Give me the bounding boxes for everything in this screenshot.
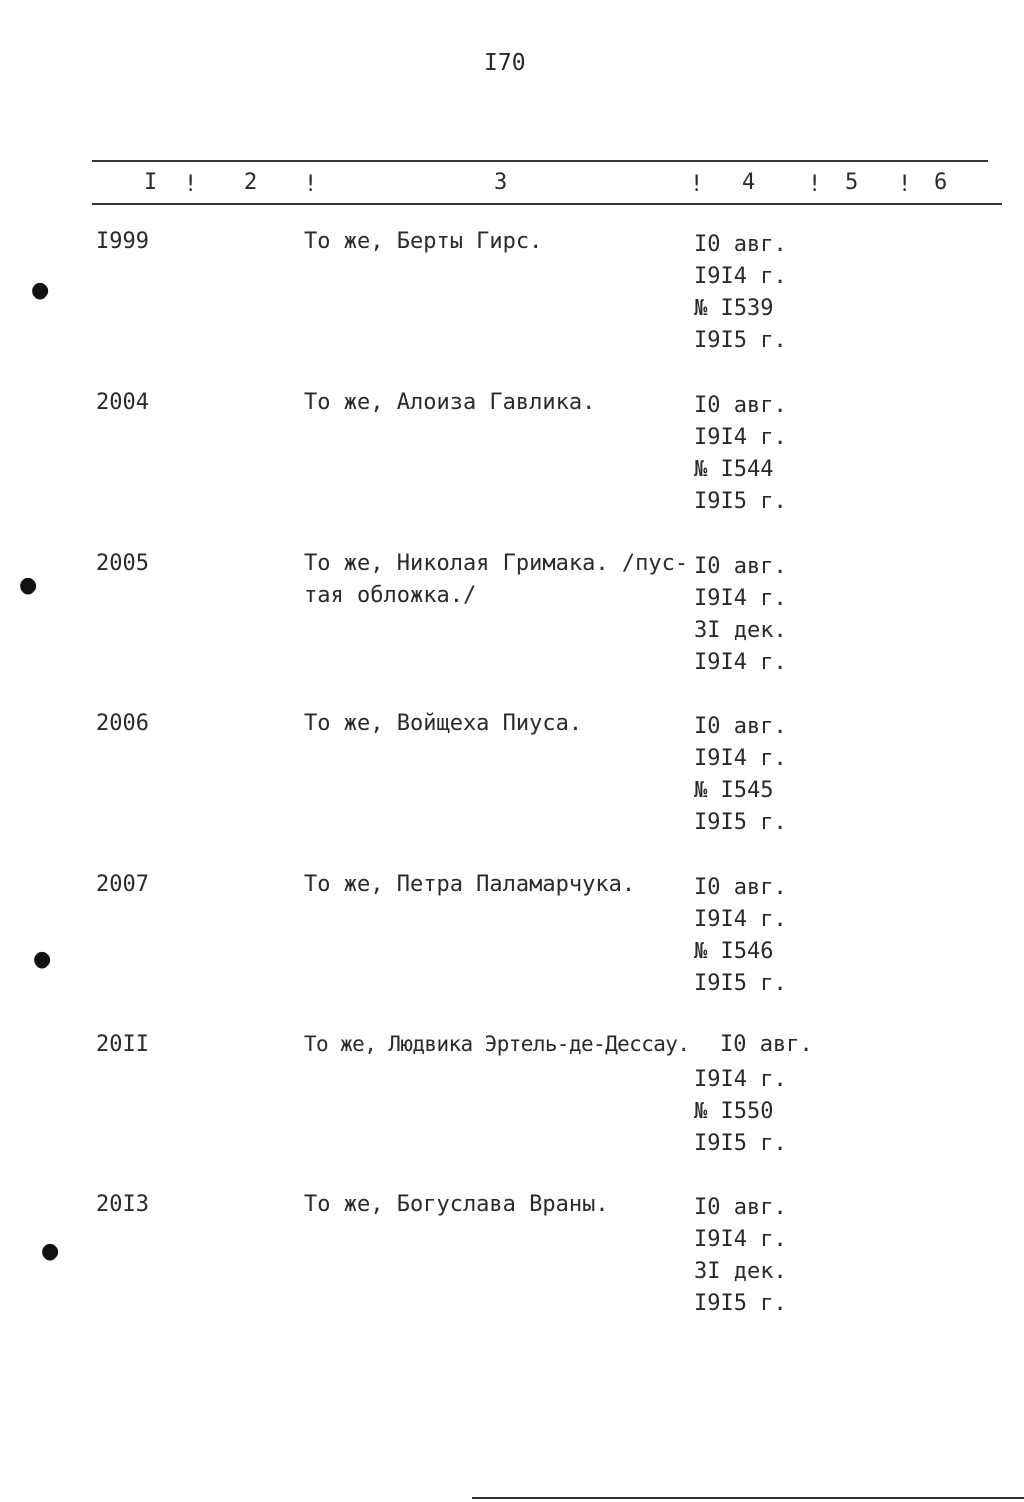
page-number: I70 <box>484 50 526 76</box>
date-line: I9I4 г. <box>694 907 787 932</box>
date-line: I9I5 г. <box>694 1131 787 1156</box>
row-dates <box>694 551 787 679</box>
row-number: I999 <box>96 229 149 254</box>
header-col-6: 6 <box>934 170 948 195</box>
date-line: I0 авг. <box>694 1195 787 1220</box>
table-row <box>0 872 1024 1002</box>
header-col-4: 4 <box>742 170 756 195</box>
date-line: I9I5 г. <box>694 810 787 835</box>
row-description: То же, Петра Паламарчука. <box>304 872 636 897</box>
date-line: № I544 <box>694 457 774 482</box>
header-col-5: 5 <box>845 170 859 195</box>
date-line: № I539 <box>694 296 774 321</box>
row-description-continued: тая обложка./ <box>304 583 477 608</box>
date-line: № I546 <box>694 939 774 964</box>
table-row <box>0 229 1024 359</box>
row-number: 2004 <box>96 390 149 415</box>
date-line: I9I4 г. <box>694 746 787 771</box>
date-line: I0 авг. <box>694 393 787 418</box>
table-header-rule <box>92 203 1002 205</box>
table-row <box>0 711 1024 841</box>
date-line-inline: I0 авг. <box>720 1032 813 1057</box>
row-dates <box>694 229 787 357</box>
row-number: 20I3 <box>96 1192 149 1217</box>
date-line: I9I4 г. <box>694 425 787 450</box>
header-separator: ! <box>184 172 198 197</box>
date-line: I9I4 г. <box>694 586 787 611</box>
date-line: № I545 <box>694 778 774 803</box>
table-row <box>0 390 1024 520</box>
row-description: То же, Берты Гирс. <box>304 229 543 254</box>
date-line: I9I5 г. <box>694 328 787 353</box>
row-dates <box>694 390 787 518</box>
header-separator: ! <box>808 172 822 197</box>
date-line: I9I5 г. <box>694 1291 787 1316</box>
date-line: 3I дек. <box>694 1259 787 1284</box>
date-line: I9I4 г. <box>694 264 787 289</box>
row-description: То же, Людвика Эртель-де-Дессау. <box>304 1032 690 1056</box>
page-bottom-rule <box>472 1497 1024 1499</box>
row-dates <box>694 711 787 839</box>
table-row <box>0 551 1024 681</box>
row-dates <box>694 1064 787 1160</box>
header-col-2: 2 <box>244 170 258 195</box>
table-row <box>0 1192 1024 1322</box>
header-col-1: I <box>144 170 158 195</box>
row-number: 2007 <box>96 872 149 897</box>
row-number: 20II <box>96 1032 149 1057</box>
date-line: I9I4 г. <box>694 1227 787 1252</box>
row-description: То же, Алоиза Гавлика. <box>304 390 596 415</box>
row-dates <box>694 872 787 1000</box>
date-line: № I550 <box>694 1099 774 1124</box>
row-number: 2005 <box>96 551 149 576</box>
table-top-rule <box>92 160 988 162</box>
row-number: 2006 <box>96 711 149 736</box>
row-description: То же, Николая Гримака. /пус- <box>304 551 689 576</box>
row-dates <box>694 1192 787 1320</box>
date-line: 3I дек. <box>694 618 787 643</box>
row-description: То же, Богуслава Враны. <box>304 1192 609 1217</box>
header-separator: ! <box>690 172 704 197</box>
header-separator: ! <box>898 172 912 197</box>
date-line: I0 авг. <box>694 875 787 900</box>
date-line: I0 авг. <box>694 714 787 739</box>
header-separator: ! <box>304 172 318 197</box>
date-line: I9I4 г. <box>694 650 787 675</box>
date-line: I9I5 г. <box>694 971 787 996</box>
date-line: I0 авг. <box>694 232 787 257</box>
date-line: I9I4 г. <box>694 1067 787 1092</box>
row-description: То же, Войщеха Пиуса. <box>304 711 583 736</box>
date-line: I0 авг. <box>694 554 787 579</box>
header-col-3: 3 <box>494 170 508 195</box>
table-row <box>0 1032 1024 1162</box>
date-line: I9I5 г. <box>694 489 787 514</box>
